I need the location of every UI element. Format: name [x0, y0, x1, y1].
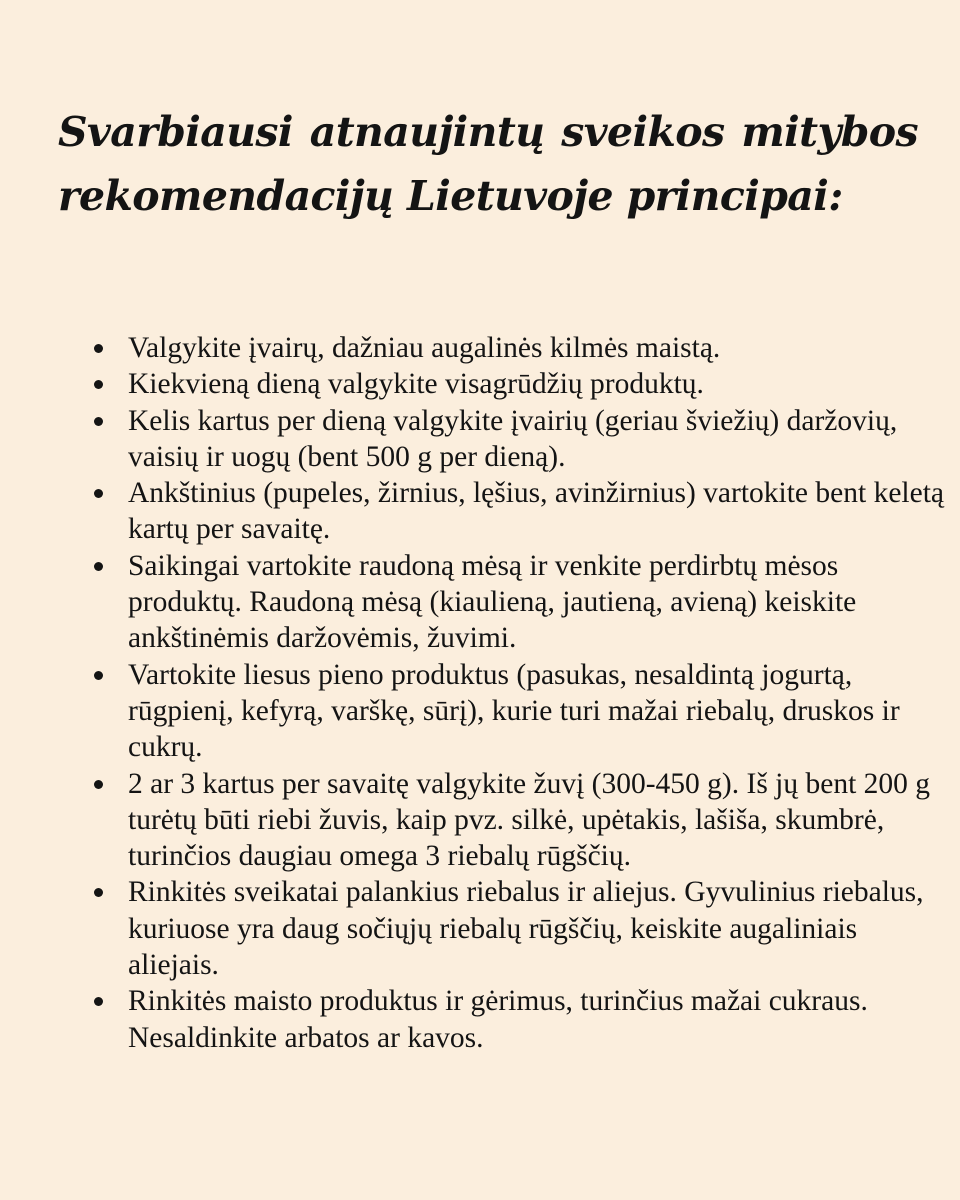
list-item — [128, 403, 948, 476]
bullet-icon — [94, 417, 103, 426]
bullet-icon — [94, 780, 103, 789]
bullet-icon — [94, 344, 103, 353]
bullet-icon — [94, 888, 103, 897]
list-item — [128, 766, 948, 875]
list-item-text: 2 ar 3 kartus per savaitę valgykite žuvį (300-450 g). Iš jų bent 200 g turėtų būti riebi žuvis, kaip pvz. silkė, upėtakis, lašiša, skumbrė, turinčios daugiau omega 3 riebalų rūgščių. — [128, 767, 931, 873]
list-item — [128, 548, 948, 657]
list-item-text: Rinkitės maisto produktus ir gėrimus, turinčius mažai cukraus. Nesaldinkite arbatos ar kavos. — [128, 985, 868, 1054]
list-item — [128, 366, 948, 402]
title-line-1: Svarbiausi atnaujintų sveikos mitybos — [58, 108, 918, 156]
list-item-text: Kelis kartus per dieną valgykite įvairių (geriau šviežių) daržovių, vaisių ir uogų (bent 500 g per dieną). — [128, 404, 898, 473]
list-item-text: Saikingai vartokite raudoną mėsą ir venkite perdirbtų mėsos produktų. Raudoną mėsą (kiaulieną, jautieną, avieną) keiskite ankštinėmis daržovėmis, žuvimi. — [128, 549, 857, 655]
bullet-icon — [94, 671, 103, 680]
list-item — [128, 330, 948, 366]
recommendations-list — [94, 330, 948, 1056]
list-item-text: Ankštinius (pupeles, žirnius, lęšius, avinžirnius) vartokite bent keletą kartų per savaitę. — [128, 477, 944, 546]
bullet-icon — [94, 997, 103, 1006]
list-item — [128, 657, 948, 766]
list-item-text: Kiekvieną dieną valgykite visagrūdžių produktų. — [128, 368, 704, 401]
list-item — [128, 475, 948, 548]
page-title — [58, 100, 918, 228]
list-item — [128, 874, 948, 983]
list-item-text: Valgykite įvairų, dažniau augalinės kilmės maistą. — [128, 332, 721, 364]
title-line-2: rekomendacijų Lietuvoje principai: — [58, 172, 843, 220]
bullet-icon — [94, 380, 103, 389]
bullet-icon — [94, 562, 103, 571]
bullet-icon — [94, 489, 103, 498]
list-item — [128, 983, 948, 1056]
list-item-text: Rinkitės sveikatai palankius riebalus ir aliejus. Gyvulinius riebalus, kuriuose yra daug sočiųjų riebalų rūgščių, keiskite augaliniais aliejais. — [128, 876, 924, 982]
list-item-text: Vartokite liesus pieno produktus (pasukas, nesaldintą jogurtą, rūgpienį, kefyrą, varškę, sūrį), kurie turi mažai riebalų, druskos ir cukrų. — [128, 658, 900, 764]
